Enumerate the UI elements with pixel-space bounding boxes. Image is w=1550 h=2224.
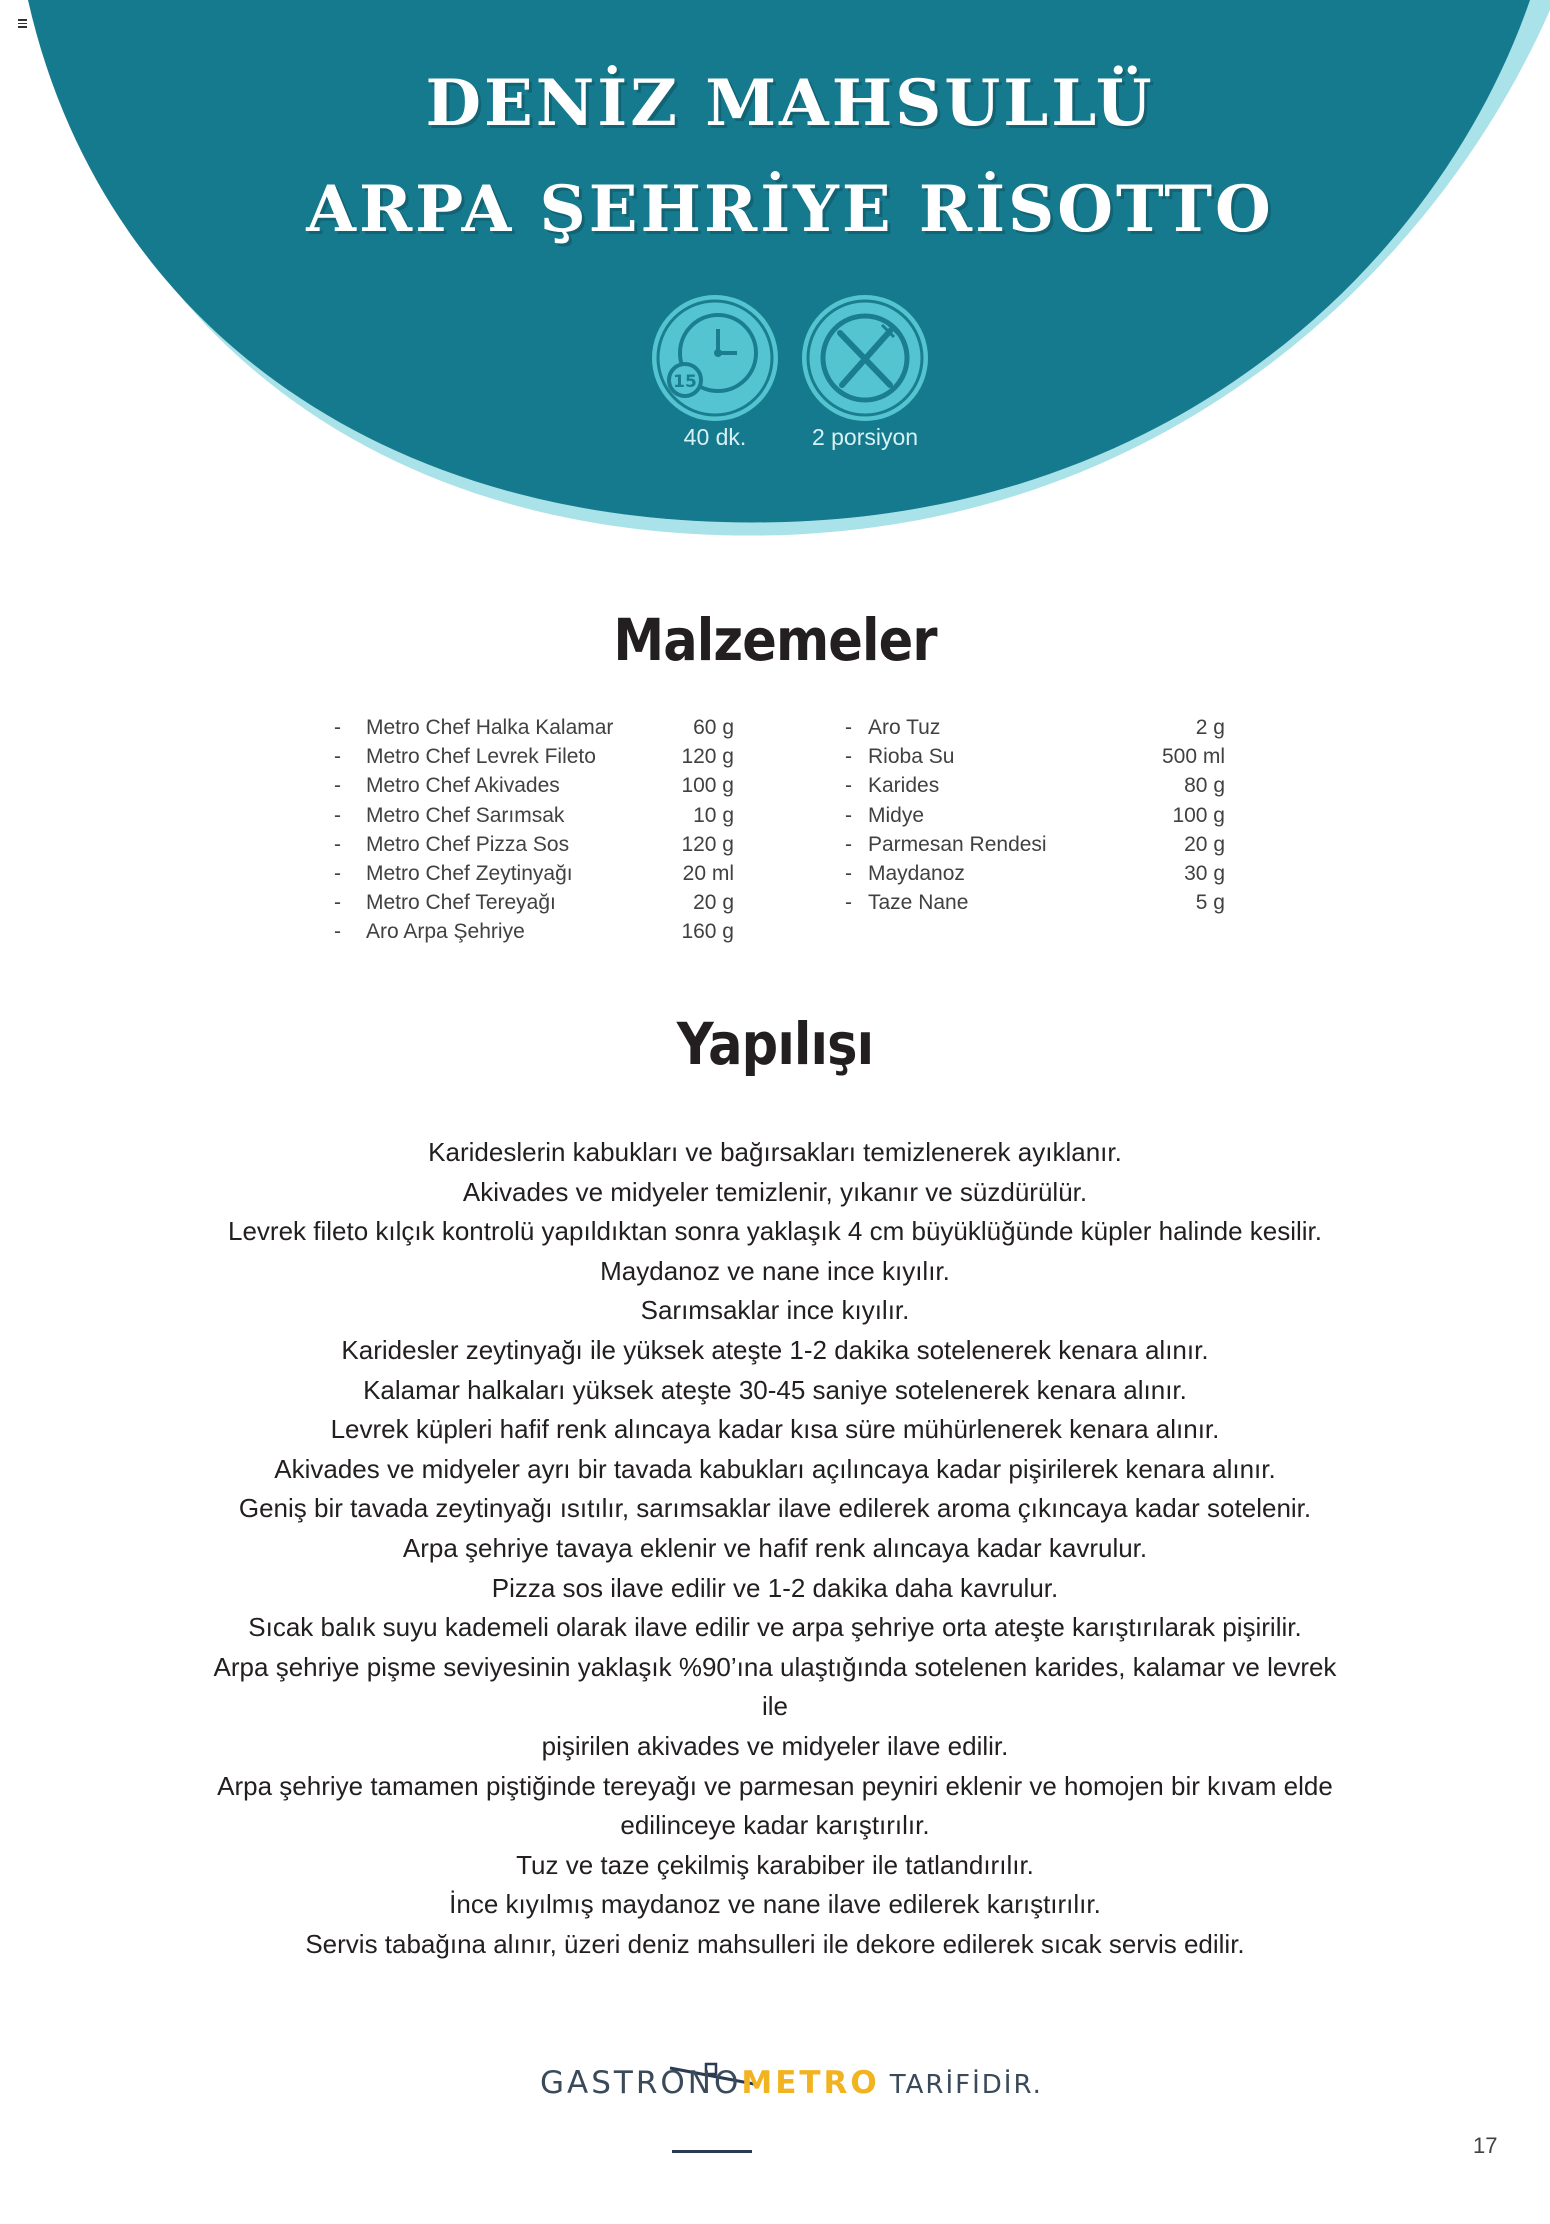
- method-step: Akivades ve midyeler temizlenir, yıkanır ve süzdürülür.: [462, 1176, 1088, 1207]
- ingredient-qty: 30 g: [1184, 861, 1225, 885]
- ingredient-row: [845, 771, 1225, 800]
- ingredient-qty: 2 g: [1195, 716, 1225, 739]
- method-steps: [200, 1133, 1350, 1964]
- recipe-title-line2: ARPA ŞEHRİYE RİSOTTO: [306, 172, 1274, 247]
- method-step: İnce kıyılmış maydanoz ve nane ilave edilerek karıştırılır.: [449, 1889, 1101, 1920]
- method-step: pişirilen akivades ve midyeler ilave edilir.: [541, 1730, 1009, 1761]
- ingredient-row: [845, 830, 1225, 859]
- method-step: Arpa şehriye tamamen piştiğinde tereyağı ve parmesan peyniri eklenir ve homojen bir kıvam elde: [217, 1770, 1333, 1801]
- ingredient-qty: 60 g: [693, 716, 734, 739]
- ingredient-qty: 20 g: [693, 891, 734, 915]
- bullet-dash: -: [334, 774, 341, 798]
- ingredient-row: [845, 742, 1225, 771]
- bullet-dash: -: [334, 861, 341, 885]
- brand-part1: GASTRONO: [540, 2065, 742, 2101]
- method-step: Arpa şehriye tavaya eklenir ve hafif renk alıncaya kadar kavrulur.: [402, 1532, 1148, 1563]
- ingredient-name: Aro Tuz: [868, 716, 941, 739]
- bullet-dash: -: [845, 774, 852, 798]
- ingredient-qty: 80 g: [1184, 774, 1225, 798]
- bullet-dash: -: [845, 891, 852, 915]
- ingredient-name: Parmesan Rendesi: [868, 832, 1047, 856]
- method-step: Karideslerin kabukları ve bağırsakları temizlenerek ayıklanır.: [428, 1137, 1122, 1167]
- ingredient-qty: 10 g: [693, 803, 734, 827]
- ingredient-name: Karides: [868, 774, 940, 798]
- method-step: Levrek fileto kılçık kontrolü yapıldıktan sonra yaklaşık 4 cm büyüklüğünde küpler halinde kesilir.: [227, 1216, 1322, 1247]
- ingredient-qty: 100 g: [1172, 803, 1225, 827]
- bullet-dash: -: [334, 716, 341, 739]
- brand-underline: [672, 2150, 752, 2153]
- method-heading: Yapılışı: [676, 1010, 874, 1078]
- recipe-title-line1: DENİZ MAHSULLÜ: [425, 66, 1155, 141]
- bullet-dash: -: [845, 716, 852, 739]
- ingredient-row: [845, 713, 1225, 742]
- method-step: Servis tabağına alınır, üzeri deniz mahsulleri ile dekore edilerek sıcak servis edilir.: [305, 1928, 1245, 1959]
- servings-badge: [802, 295, 928, 421]
- method-step: edilinceye kadar karıştırılır.: [620, 1810, 930, 1841]
- ingredient-qty: 160 g: [681, 920, 734, 944]
- ingredient-name: Metro Chef Sarımsak: [366, 803, 565, 827]
- ingredients-right-column: [845, 713, 1225, 917]
- bullet-dash: -: [845, 745, 852, 769]
- ingredient-row: [334, 859, 734, 888]
- clock-icon: [652, 295, 778, 421]
- ingredients-left-column: [334, 713, 734, 947]
- ingredient-name: Taze Nane: [868, 891, 969, 915]
- ingredient-row: [334, 713, 734, 742]
- brand-part2: METRO: [741, 2065, 880, 2101]
- bullet-dash: -: [845, 832, 852, 856]
- ingredient-qty: 500 ml: [1161, 745, 1225, 769]
- ingredient-row: [845, 859, 1225, 888]
- ingredients-heading: Malzemeler: [613, 606, 937, 674]
- bullet-dash: -: [845, 803, 852, 827]
- ingredient-row: [845, 888, 1225, 917]
- gastrometro-logo: [540, 2065, 1043, 2101]
- ingredient-name: Metro Chef Zeytinyağı: [366, 861, 573, 885]
- method-step: Pizza sos ilave edilir ve 1-2 dakika daha kavrulur.: [491, 1572, 1059, 1603]
- ingredient-qty: 5 g: [1195, 891, 1225, 915]
- method-step: Sıcak balık suyu kademeli olarak ilave edilir ve arpa şehriye orta ateşte karıştırılarak pişirilir.: [248, 1612, 1302, 1643]
- bullet-dash: -: [334, 832, 341, 856]
- ingredient-row: [334, 742, 734, 771]
- time-icon-badge: 15: [673, 372, 697, 392]
- method-step: Maydanoz ve nane ince kıyılır.: [600, 1255, 950, 1286]
- ingredient-row: [334, 917, 734, 946]
- ingredient-qty: 20 g: [1184, 832, 1225, 856]
- bullet-dash: -: [334, 891, 341, 915]
- method-step: Sarımsaklar ince kıyılır.: [640, 1295, 910, 1326]
- ingredient-name: Metro Chef Halka Kalamar: [366, 716, 614, 739]
- ingredient-qty: 120 g: [681, 745, 734, 769]
- method-step: Karidesler zeytinyağı ile yüksek ateşte 1-2 dakika sotelenerek kenara alınır.: [341, 1334, 1209, 1365]
- bullet-dash: -: [845, 861, 852, 885]
- ingredient-name: Rioba Su: [868, 745, 955, 769]
- page-number: 17: [1473, 2133, 1498, 2158]
- method-step: Arpa şehriye pişme seviyesinin yaklaşık %90’ına ulaştığında sotelenen karides, kalamar ve levrek ile: [213, 1651, 1337, 1722]
- servings-label: 2 porsiyon: [811, 424, 919, 450]
- method-step: Geniş bir tavada zeytinyağı ısıtılır, sarımsaklar ilave edilerek aroma çıkıncaya kadar sotelenir.: [238, 1493, 1312, 1524]
- ingredient-name: Midye: [868, 803, 925, 827]
- ingredient-name: Metro Chef Tereyağı: [366, 891, 556, 915]
- method-step: Levrek küpleri hafif renk alıncaya kadar kısa süre mühürlenerek kenara alınır.: [330, 1414, 1220, 1445]
- method-step: Kalamar halkaları yüksek ateşte 30-45 saniye sotelenerek kenara alınır.: [363, 1374, 1187, 1405]
- ingredient-row: [334, 888, 734, 917]
- brand-suffix: TARİFİDİR.: [889, 2070, 1043, 2100]
- ingredient-row: [845, 801, 1225, 830]
- ingredient-row: [334, 830, 734, 859]
- ingredient-name: Metro Chef Pizza Sos: [366, 832, 570, 856]
- bullet-dash: -: [334, 920, 341, 944]
- bullet-dash: -: [334, 803, 341, 827]
- ingredient-name: Metro Chef Levrek Fileto: [366, 745, 596, 769]
- ingredient-qty: 100 g: [681, 774, 734, 798]
- ingredient-row: [334, 801, 734, 830]
- bullet-dash: -: [334, 745, 341, 769]
- method-step: Akivades ve midyeler ayrı bir tavada kabukları açılıncaya kadar pişirilerek kenara alınır.: [274, 1453, 1276, 1484]
- fork-knife-icon: [802, 295, 928, 421]
- ingredient-qty: 120 g: [681, 832, 734, 856]
- ingredient-name: Metro Chef Akivades: [366, 774, 560, 798]
- method-step: Tuz ve taze çekilmiş karabiber ile tatlandırılır.: [516, 1849, 1034, 1880]
- ingredient-name: Aro Arpa Şehriye: [366, 920, 525, 944]
- ingredient-name: Maydanoz: [868, 861, 965, 885]
- ingredient-qty: 20 ml: [682, 861, 734, 885]
- ingredient-row: [334, 771, 734, 800]
- time-label: 40 dk.: [683, 424, 747, 450]
- time-badge: [652, 295, 778, 421]
